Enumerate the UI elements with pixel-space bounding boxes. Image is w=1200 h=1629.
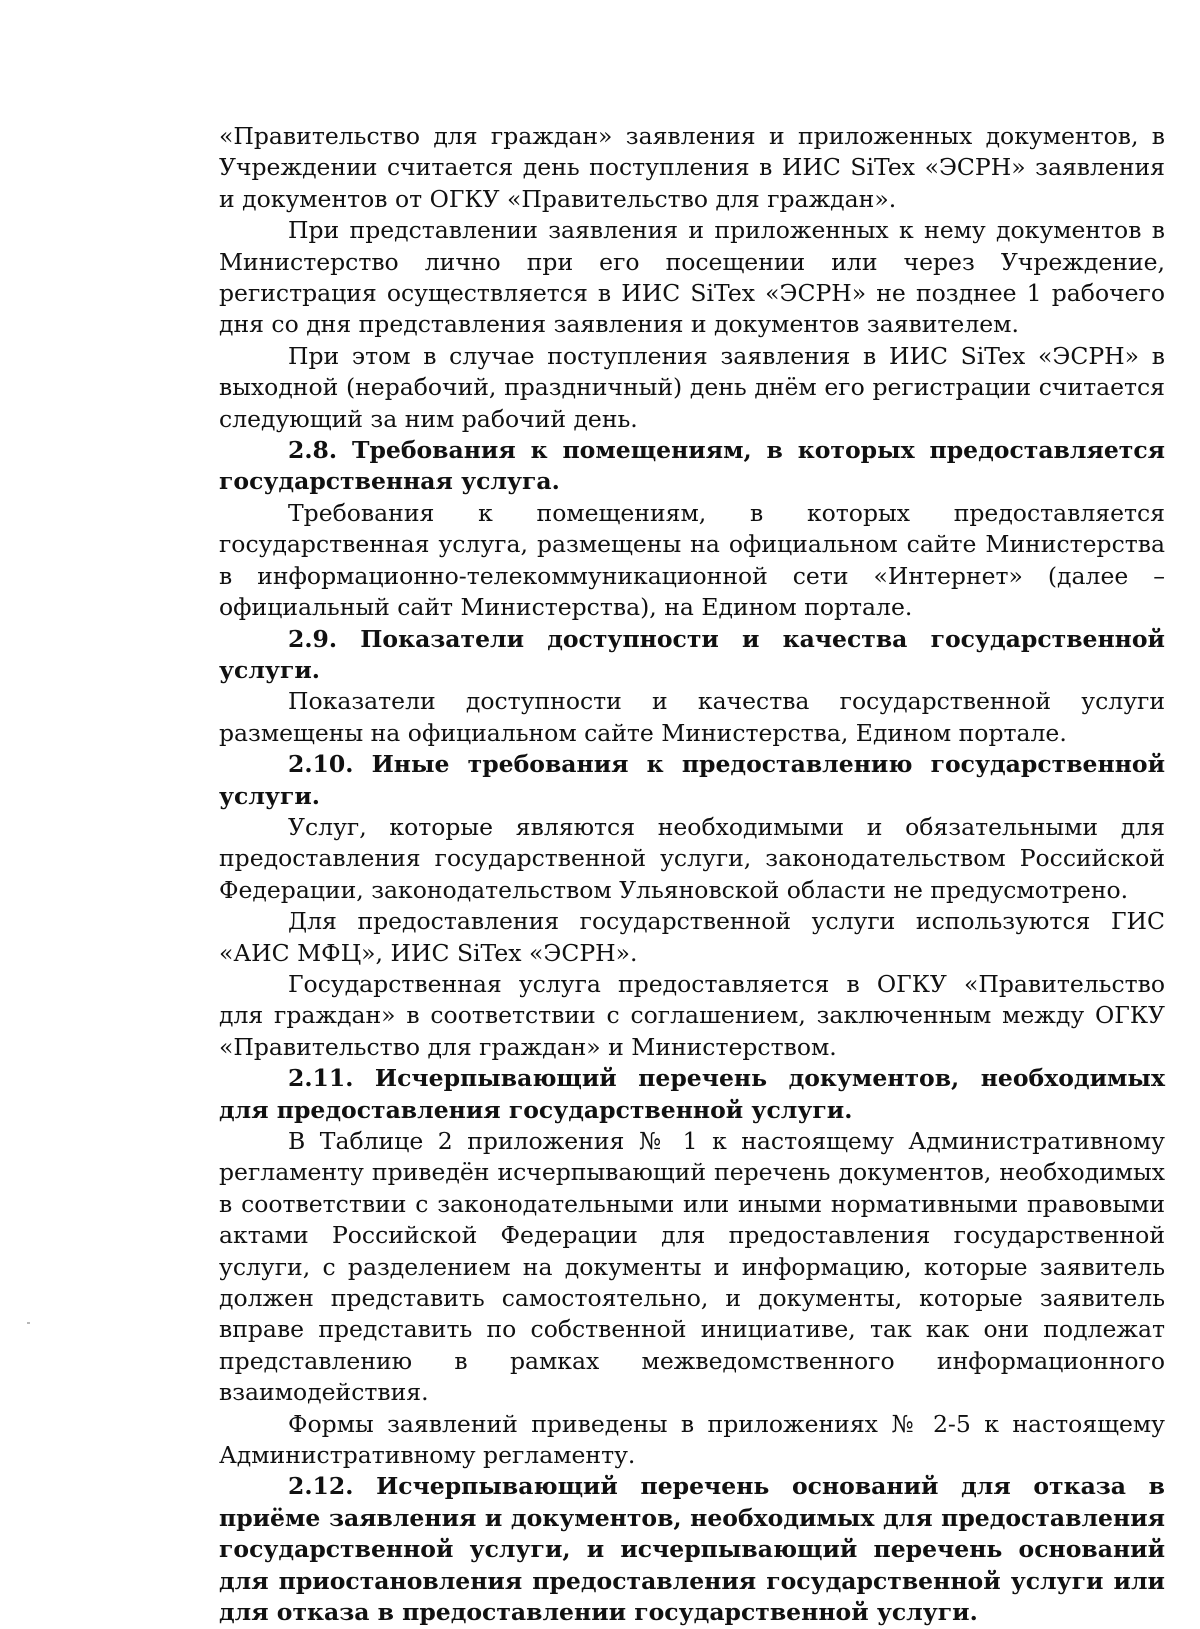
paragraph: В Таблице 2 приложения № 1 к настоящему Административному регламенту приведён исчерпывающий перечень документов, необходимых в соответствии с законодательными или иными нормативными правовыми актами Российской Федерации для предоставления государственной услуги, с разделением на документы и информацию, которые заявитель должен представить самостоятельно, и документы, которые заявитель вправе представить по собственной инициативе, так как они подлежат представлению в рамках межведомственного информационного взаимодействия.: [219, 1127, 1165, 1407]
section-heading: 2.9. Показатели доступности и качества государственной услуги.: [219, 624, 1165, 684]
paragraph: Формы заявлений приведены в приложениях № 2-5 к настоящему Административному регламенту.: [219, 1409, 1165, 1470]
paragraph: Показатели доступности и качества государственной услуги размещены на официальном сайте Министерства, Едином портале.: [219, 687, 1165, 747]
section-heading: 2.8. Требования к помещениям, в которых предоставляется государственная услуга.: [219, 436, 1165, 496]
document-page: [219, 121, 1165, 1629]
paragraph: Для предоставления государственной услуги используются ГИС «АИС МФЦ», ИИС SiTex «ЭСРН».: [219, 907, 1165, 967]
paragraph: «Правительство для граждан» заявления и приложенных документов, в Учреждении считается день поступления в ИИС SiTex «ЭСРН» заявления и документов от ОГКУ «Правительство для граждан».: [219, 122, 1165, 213]
paragraph: Требования к помещениям, в которых предоставляется государственная услуга, размещены на официальном сайте Министерства в информационно-телекоммуникационной сети «Интернет» (далее – официальный сайт Министерства), на Едином портале.: [219, 498, 1165, 622]
paragraph: Государственная услуга предоставляется в ОГКУ «Правительство для граждан» в соответствии с соглашением, заключенным между ОГКУ «Правительство для граждан» и Министерством.: [219, 969, 1165, 1061]
paragraph: При представлении заявления и приложенных к нему документов в Министерство лично при его посещении или через Учреждение, регистрация осуществляется в ИИС SiTex «ЭСРН» не позднее 1 рабочего дня со дня представления заявления и документов заявителем.: [219, 216, 1165, 339]
section-heading: 2.10. Иные требования к предоставлению государственной услуги.: [219, 750, 1165, 810]
paragraph: При этом в случае поступления заявления в ИИС SiTex «ЭСРН» в выходной (нерабочий, праздничный) день днём его регистрации считается следующий за ним рабочий день.: [219, 341, 1165, 433]
section-heading: 2.11. Исчерпывающий перечень документов, необходимых для предоставления государственной услуги.: [219, 1064, 1165, 1124]
section-heading: 2.12. Исчерпывающий перечень оснований для отказа в приёме заявления и документов, необходимых для предоставления государственной услуги, и исчерпывающий перечень оснований для приостановления предоставления государственной услуги или для отказа в предоставлении государственной услуги.: [219, 1472, 1165, 1627]
paragraph: Услуг, которые являются необходимыми и обязательными для предоставления государственной услуги, законодательством Российской Федерации, законодательством Ульяновской области не предусмотрено.: [219, 812, 1165, 904]
scan-artifact: [27, 1322, 30, 1324]
